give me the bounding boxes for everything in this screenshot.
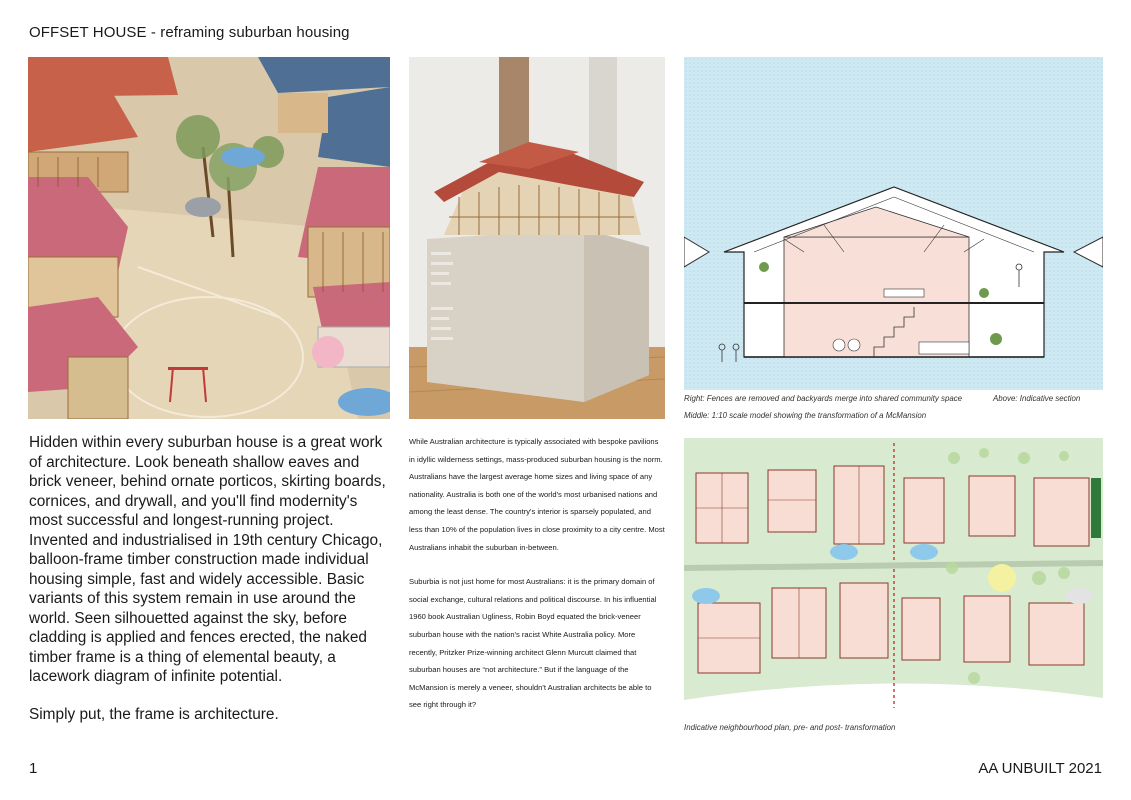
intro-paragraph-2: Simply put, the frame is architecture. [29, 705, 279, 723]
indicative-section-drawing [684, 57, 1103, 390]
intro-paragraph-1: Hidden within every suburban house is a great work of architecture. Look beneath shallow eaves and brick veneer, behind ornate porticos, skirting boards, cornices, and drywall, and you'll find modernity's most successful and longest-running project. Invented and industrialised in 19th century Chicago, balloon-frame timber construction made individual housing simple, fast and widely accessible. Basic variants of this system remain in use around the world. Seen silhouetted against the sky, before cladding is applied and fences erected, the naked timber frame is a thing of elemental beauty, a lacework diagram of infinite potential. [29, 434, 386, 685]
caption-above: Above: Indicative section [993, 394, 1081, 403]
body-text [409, 433, 665, 714]
body-paragraph-1: While Australian architecture is typically associated with bespoke pavilions in idyllic wilderness settings, mass-produced suburban housing is the norm. Australians have the largest average home sizes and living space of any nationality. Australia is both one of the world's most urbanised nations and among the least dense. The country's interior is sparsely populated, and less than 10% of the population lives in close proximity to a city centre. Most Australians inhabit the suburban in-between. [409, 437, 665, 552]
caption-plan: Indicative neighbourhood plan, pre- and post- transformation [684, 723, 896, 732]
neighbourhood-plan-drawing [684, 438, 1103, 718]
intro-text [29, 433, 394, 724]
model-street-photo [28, 57, 390, 419]
page-title: OFFSET HOUSE - reframing suburban housing [29, 24, 350, 41]
footer-brand: AA UNBUILT 2021 [978, 760, 1102, 777]
body-paragraph-2: Suburbia is not just home for most Australians: it is the primary domain of social exchange, cultural relations and political discourse. In his influential 1960 book Australian Ugliness, Robin Boyd equated the brick-veneer suburban house with the nation's racist White Australia policy. More recently, Pritzker Prize-winning architect Glenn Murcutt claimed that suburban houses are “not architecture.” But if the language of the McMansion is merely a veneer, shouldn't Australian architects be able to see right through it? [409, 577, 657, 710]
caption-middle: Middle: 1:10 scale model showing the transformation of a McMansion [684, 411, 927, 420]
caption-right: Right: Fences are removed and backyards merge into shared community space [684, 394, 963, 403]
model-plinth-photo [409, 57, 665, 419]
page-number: 1 [29, 760, 38, 777]
